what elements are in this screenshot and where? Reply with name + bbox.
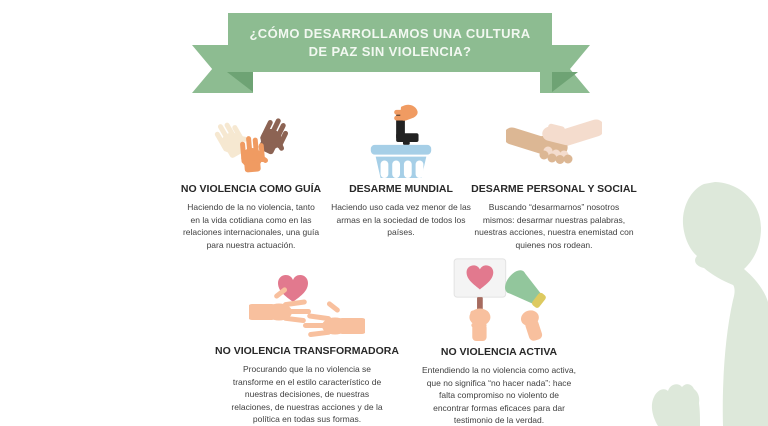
gun-in-trash-bin-icon	[356, 104, 446, 178]
section-heading: DESARME MUNDIAL	[349, 183, 453, 195]
page-title-line-1: ¿CÓMO DESARROLLAMOS UNA CULTURA	[249, 25, 531, 41]
title-banner	[228, 13, 552, 72]
page-title-line-2: DE PAZ SIN VIOLENCIA?	[308, 43, 472, 59]
section-body: Haciendo de la no violencia, tanto en la vida cotidiana como en las relaciones internacionales, una guía para nuestra actuación.	[182, 202, 320, 250]
section-heading: NO VIOLENCIA COMO GUÍA	[180, 183, 322, 195]
section-body: Procurando que la no violencia se transforme en el estilo característico de nuestras decisiones, de nuestras relaciones, de nuestras acciones y de la política en todas sus formas.	[231, 364, 383, 424]
section-heading: DESARME PERSONAL Y SOCIAL	[471, 183, 637, 195]
section-heading: NO VIOLENCIA ACTIVA	[440, 346, 558, 358]
heart-placard-and-megaphone-icon	[440, 257, 558, 341]
section-body: Haciendo uso cada vez menor de las armas en la sociedad de todos los países.	[331, 202, 471, 237]
section-body: Entendiendo la no violencia como activa, que no significa “no hacer nada”: hace falta compromiso no violento de encontrar formas eficaces para dar testimonio de la verdad.	[421, 365, 577, 425]
section-heading: NO VIOLENCIA TRANSFORMADORA	[215, 345, 399, 357]
section-desarme-mundial	[327, 104, 475, 239]
hands-offering-heart-icon	[249, 266, 365, 340]
handshake-icon	[506, 104, 602, 178]
section-desarme-personal-y-social	[470, 104, 638, 251]
section-no-violencia-como-guia	[176, 104, 326, 251]
section-body: Buscando “desarmarnos” nosotros mismos: desarmar nuestras palabras, nuestras acciones, nuestra enemistad con quienes nos rodean.	[474, 202, 634, 250]
bowed-person-silhouette	[620, 180, 768, 426]
section-no-violencia-transformadora	[215, 266, 399, 426]
three-raised-hands-icon	[201, 104, 301, 178]
section-no-violencia-activa	[411, 257, 587, 426]
